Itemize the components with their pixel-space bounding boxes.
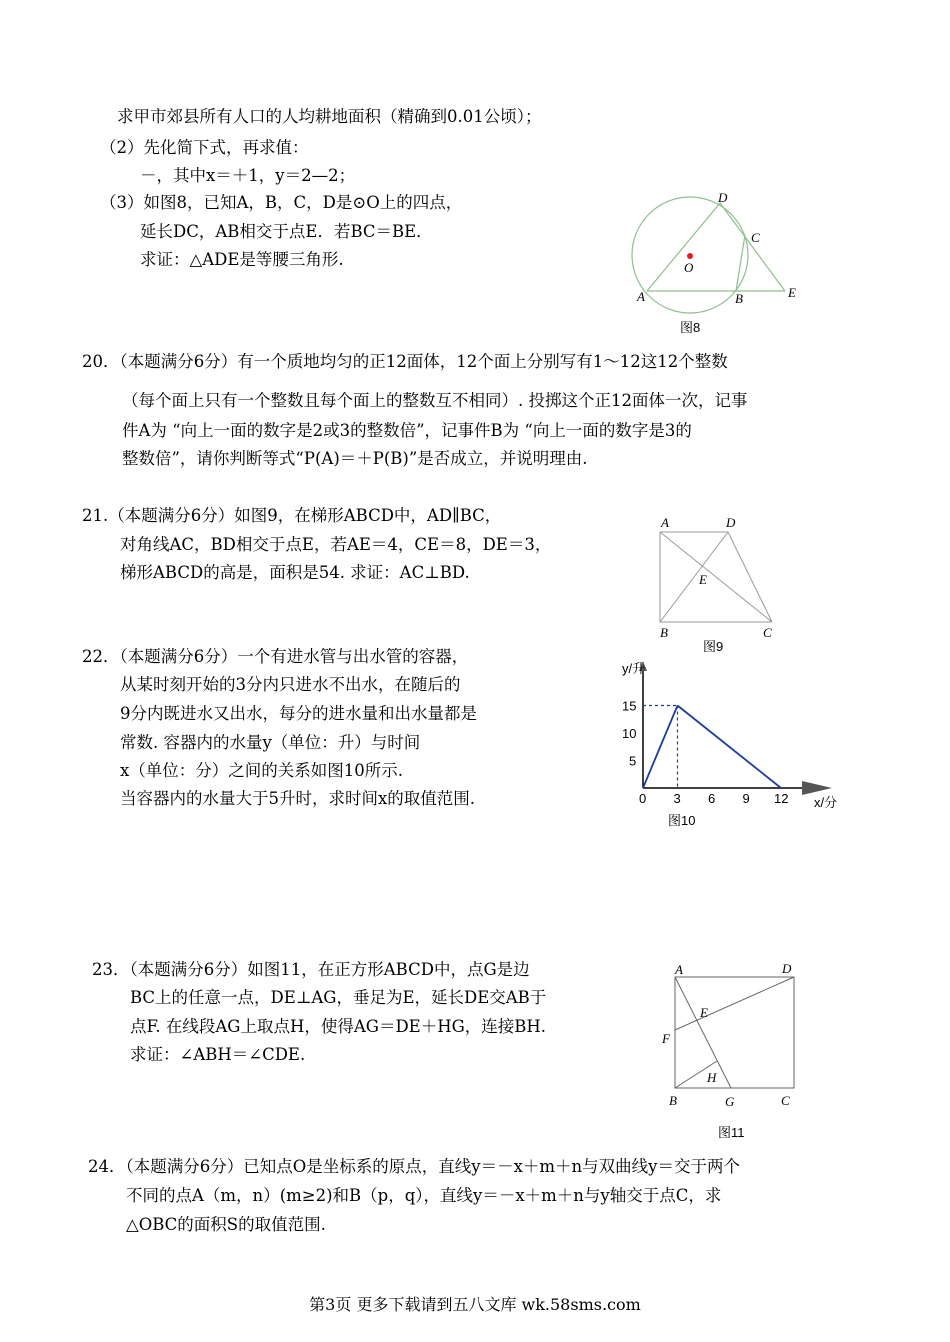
- q24-line1: 24．（本题满分6分）已知点O是坐标系的原点，直线y＝－x＋m＋n与双曲线y＝交于两个: [88, 1157, 740, 1176]
- fig9-label-c: C: [763, 625, 772, 640]
- q20-line4: 整数倍”，请你判断等式“P(A)＝＋P(B)”是否成立，并说明理由.: [122, 449, 588, 468]
- fig8-label-b: B: [735, 291, 743, 306]
- q19-part3-line2: 延长DC，AB相交于点E．若BC＝BE．: [140, 222, 433, 241]
- fig9-label-d: D: [726, 515, 736, 530]
- q19-part3-line3: 求证：△ADE是等腰三角形.: [140, 250, 344, 269]
- q22-line2: 从某时刻开始的3分内只进水不出水，在随后的: [120, 675, 461, 694]
- segment-ag: [675, 977, 731, 1088]
- q24-line2: 不同的点A（m，n）(m≥2)和B（p，q），直线y＝－x＋m＋n与y轴交于点C，求: [126, 1186, 722, 1205]
- fig11-label-a: A: [675, 962, 683, 977]
- fig8-label-d: D: [718, 190, 728, 205]
- fig8-label-c: C: [751, 230, 760, 245]
- q23-line1: 23．（本题满分6分）如图11，在正方形ABCD中，点G是边: [92, 960, 530, 979]
- fig9-caption: 图9: [703, 639, 724, 654]
- q19-part3-line1: （3）如图8，已知A，B，C，D是⊙O上的四点，: [100, 193, 463, 212]
- center-point: [687, 253, 693, 259]
- segment-df: [675, 977, 794, 1030]
- q24-line3: △OBC的面积S的取值范围.: [126, 1215, 326, 1234]
- x-tick-label: 3: [673, 791, 681, 806]
- figure-9: [650, 510, 790, 660]
- fig11-caption: 图11: [718, 1125, 745, 1140]
- q21-line2: 对角线AC，BD相交于点E，若AE＝4，CE＝8，DE＝3，: [120, 535, 552, 554]
- segment-de: [720, 203, 785, 291]
- q20-line1: 20．（本题满分6分）有一个质地均匀的正12面体，12个面上分别写有1～12这12个整数: [82, 352, 728, 371]
- series-segment: [678, 706, 782, 789]
- page-footer: 第3页 更多下载请到五八文库 wk.58sms.com: [309, 1295, 641, 1314]
- q19-line-a: 求甲市郊县所有人口的人均耕地面积（精确到0.01公顷）；: [117, 107, 542, 126]
- figure-8: [620, 185, 820, 345]
- x-axis-arrow: [802, 781, 832, 795]
- fig11-label-f: F: [662, 1031, 670, 1046]
- q20-line3: 件A为 “向上一面的数字是2或3的整数倍”，记事件B为 “向上一面的数字是3的: [122, 421, 692, 440]
- fig11-label-h: H: [707, 1070, 717, 1085]
- q22-line4: 常数. 容器内的水量y（单位：升）与时间: [120, 733, 421, 752]
- q21-line3: 梯形ABCD的高是，面积是54. 求证：AC⊥BD.: [120, 563, 470, 582]
- fig11-label-e: E: [700, 1005, 708, 1020]
- y-tick-label: 15: [622, 698, 637, 714]
- x-axis-label: x/分: [814, 795, 838, 810]
- q22-line3: 9分内既进水又出水，每分的进水量和出水量都是: [120, 704, 477, 723]
- q22-line6: 当容器内的水量大于5升时，求时间x的取值范围.: [120, 789, 476, 808]
- q19-part2-label: （2）先化简下式，再求值：: [100, 138, 309, 157]
- figure-10-chart: [620, 655, 840, 835]
- diagonal-ac: [660, 532, 772, 622]
- segment-ad: [647, 203, 720, 291]
- x-tick-label: 12: [774, 791, 789, 806]
- q19-part2-expr: －，其中x＝＋1，y＝2—2；: [140, 166, 356, 185]
- fig11-label-b: B: [669, 1093, 677, 1108]
- fig11-label-g: G: [725, 1094, 735, 1109]
- x-tick-label: 0: [639, 791, 647, 806]
- square-abcd: [675, 977, 794, 1088]
- fig8-label-o: O: [684, 260, 694, 275]
- q23-line3: 点F. 在线段AG上取点H，使得AG＝DE＋HG，连接BH.: [130, 1017, 547, 1036]
- y-tick-label: 10: [622, 726, 637, 741]
- x-tick-label: 9: [742, 791, 750, 806]
- fig8-label-e: E: [788, 285, 796, 300]
- fig9-label-b: B: [660, 625, 668, 640]
- q22-line1: 22．（本题满分6分）一个有进水管与出水管的容器，: [82, 647, 469, 666]
- diagonal-bd: [660, 532, 728, 622]
- y-tick-label: 5: [629, 753, 637, 769]
- figure-11: [655, 955, 805, 1145]
- q22-line5: x（单位：分）之间的关系如图10所示.: [120, 761, 404, 780]
- chart-title: 图10: [668, 813, 696, 828]
- fig8-label-a: A: [637, 289, 645, 304]
- fig8-caption: 图8: [680, 320, 701, 335]
- q23-line2: BC上的任意一点，DE⊥AG，垂足为E，延长DE交AB于: [130, 988, 547, 1007]
- fig9-label-e: E: [699, 572, 707, 587]
- q21-line1: 21.（本题满分6分）如图9，在梯形ABCD中，AD∥BC，: [82, 506, 502, 525]
- x-tick-label: 6: [708, 791, 716, 806]
- segment-dc: [728, 532, 772, 622]
- fig11-label-d: D: [782, 961, 792, 976]
- fig9-label-a: A: [661, 515, 669, 530]
- series-segment: [643, 706, 678, 789]
- q20-line2: （每个面上只有一个整数且每个面上的整数互不相同）. 投掷这个正12面体一次，记事: [122, 391, 748, 410]
- q23-line4: 求证：∠ABH＝∠CDE.: [130, 1045, 306, 1064]
- fig11-label-c: C: [781, 1093, 790, 1108]
- y-axis-label: y/升: [622, 661, 646, 676]
